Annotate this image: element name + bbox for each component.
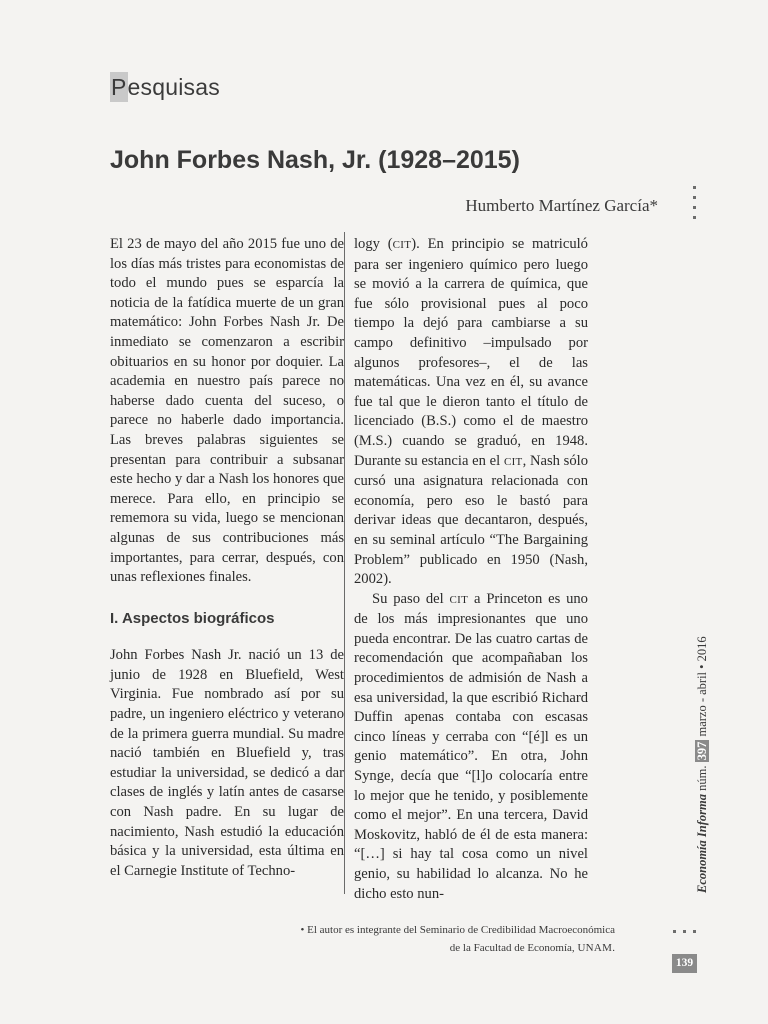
author-footnote-mark: * [649,196,658,215]
journal-name: Economía Informa [695,794,709,893]
article-title: John Forbes Nash, Jr. (1928–2015) [110,146,520,174]
issue-label: núm. [695,765,709,791]
section-label-rest: esquisas [127,74,220,100]
footnote [235,921,615,957]
journal-sidebar [695,636,710,893]
paragraph-intro: El 23 de mayo del año 2015 fue uno de los días más tristes para economistas de todo el mundo pues se esparcía la noticia de la fatídica muerte de un gran matemático: John Forbes Nash Jr. De inmediato se comenzaron a escribir obituarios en su honor por doquier. La academia en nuestro país parece no haberse dado cuenta del suceso, o parece no haberle dado importancia. Las breves palabras siguientes se presentan para contribuir a subsanar este hecho y dar a Nash los honores que merece. Para ello, en principio se rememora su vida, luego se mencionan algunas de sus contribuciones más importantes, para cerrar, después, con unas reflexiones finales. [110,236,344,586]
footnote-line-1: • El autor es integrante del Seminario de Credibilidad Macroeconómica [300,924,615,936]
decorative-vertical-dots [693,186,697,226]
footnote-line-2: de la Facultad de Economía, UNAM. [449,942,615,954]
section-heading: I. Aspectos biográficos [110,609,275,627]
right-column [354,235,588,904]
author-byline [465,196,658,216]
section-label [110,72,220,102]
left-column [110,235,344,881]
paragraph-biography: John Forbes Nash Jr. nació un 13 de junio de 1928 en Bluefield, West Virginia. Fue nombrado así por su padre, un ingeniero eléctrico y veterano de la primera guerra mundial. Su madre nació también en Bluefield y, tras estudiar la universidad, se dedicó a dar clases de inglés y latín antes de casarse con Nash padre. En su lugar de nacimiento, Nash estudió la educación básica y la universidad, esta última en el Carnegie Institute of Techno- [110,647,344,879]
issue-date: marzo - abril • 2016 [695,636,709,737]
page-number: 139 [672,954,697,973]
paragraph-cit: logy (CIT). En principio se matriculó para ser ingeniero químico pero luego se movió a la carrera de química, que fue sólo provisional pues al poco tiempo la dejó para cambiarse a su campo definitivo –impulsado por algunos profesores–, el de las matemáticas. Una vez en él, su avance fue tal que le dieron tanto el título de licenciado (B.S.) como el de maestro (M.S.) cuando se graduó, en 1948. Durante su estancia en el CIT, Nash sólo cursó una asignatura relacionada con economía, pero eso le bastó para derivar ideas que decantaron, después, en su seminal artículo “The Bargaining Problem” publicado en 1950 (Nash, 2002). [354,236,588,588]
author-name: Humberto Martínez García [465,196,650,215]
decorative-horizontal-dots [673,930,696,933]
paragraph-princeton: Su paso del CIT a Princeton es uno de los más impresionantes que uno pueda encontrar. De las cuatro cartas de recomendación que acompañaban los procedimientos de admisión de Nash a esa universidad, la que escribió Richard Duffin apenas contaba con escasas cinco líneas y cerraba con “[é]l es un genio matemático”. En otra, John Synge, decía que “[l]o colocaría entre lo mejor que he tenido, y posiblemente como el mejor”. En una tercera, David Moskovitz, habló de él de esta manera: “[…] si hay tal cosa como un nivel genio, su habilidad lo alcanza. No he dicho esto nun- [354,590,588,902]
section-label-initial: P [111,74,127,100]
issue-number: 397 [695,741,709,761]
column-divider [344,232,345,894]
